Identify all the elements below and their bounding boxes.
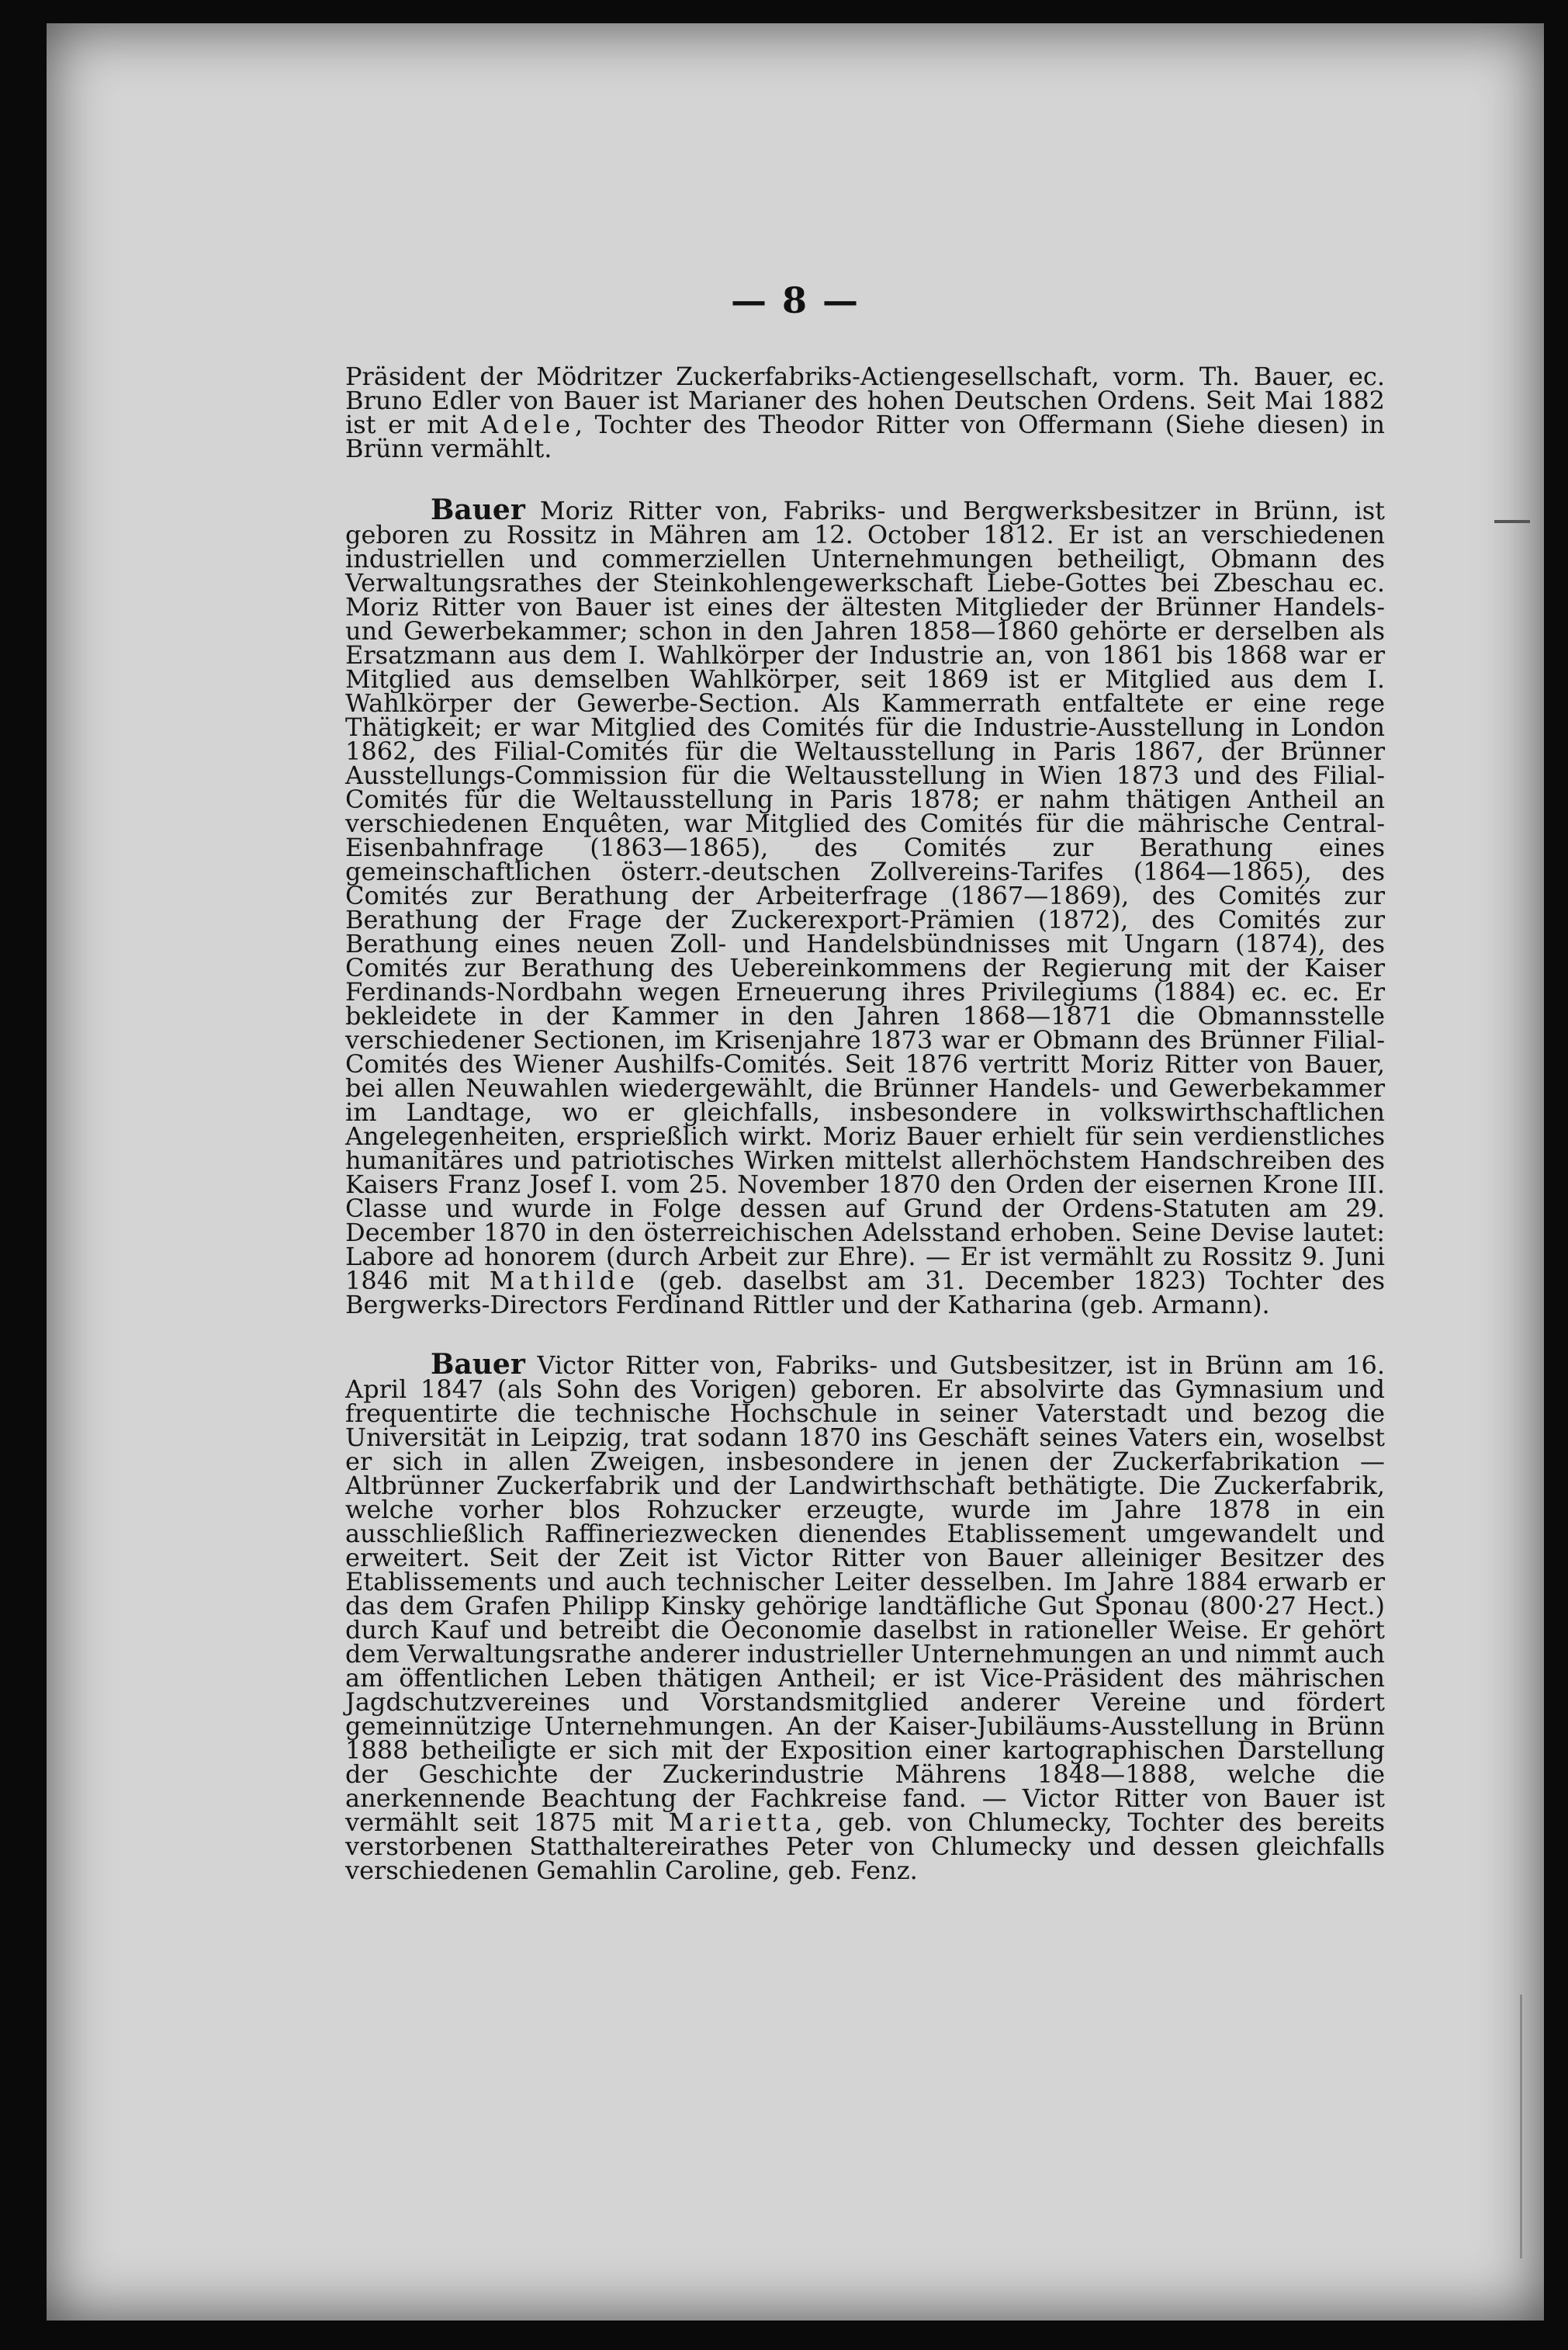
scan-mark — [1520, 1995, 1522, 2258]
paragraph-text: , geb. von Chlumecky, Tochter des bereits verstorbenen Statthaltereirathes Peter von Chlumecky und dessen gleichfalls verschiedenen Gemahlin Caroline, geb. Fenz. — [345, 1808, 1386, 1885]
page-body — [345, 362, 1386, 1918]
paragraph-text: Victor Ritter von, Fabriks- und Gutsbesitzer, ist in Brünn am 16. April 1847 (als Sohn des Vorigen) geboren. Er absolvirte das Gymnasium und frequentirte die technische Hochschule in seiner Vaterstadt und bezog die Universität in Leipzig, trat sodann 1870 ins Geschäft seines Vaters ein, woselbst er sich in allen Zweigen, insbesondere in jenen der Zuckerfabrikation — Altbrünner Zuckerfabrik und der Landwirthschaft bethätigte. Die Zuckerfabrik, welche vorher blos Rohzucker erzeugte, wurde im Jahre 1878 in ein ausschließlich Raffineriezwecken dienendes Etablissement umgewandelt und erweitert. Seit der Zeit ist Victor Ritter von Bauer alleiniger Besitzer des Etablissements und auch technischer Leiter desselben. Im Jahre 1884 erwarb er das dem Grafen Philipp Kinsky gehörige landtäfliche Gut Sponau (800·27 Hect.) durch Kauf und betreibt die Oeconomie daselbst in rationeller Weise. Er gehört dem Verwaltungsrathe anderer industrieller Unternehmungen an und nimmt auch am öffentlichen Leben thätigen Antheil; er ist Vice-Präsident des mährischen Jagdschutzvereines und Vorstandsmitglied anderer Vereine und fördert gemeinnützige Unternehmungen. An der Kaiser-Jubiläums-Ausstellung in Brünn 1888 betheiligte er sich mit der Exposition einer kartographischen Darstellung der Geschichte der Zuckerindustrie Mährens 1848—1888, welche die anerkennende Beachtung der Fachkreise fand. — Victor Ritter von Bauer ist vermählt seit 1875 mit — [345, 1350, 1385, 1837]
paragraph-text: , Tochter des Theodor Ritter von Offermann (Siehe diesen) in Brünn vermählt. — [345, 410, 1386, 463]
book-page — [47, 23, 1544, 2321]
paragraph-text: Präsident der Mödritzer Zuckerfabriks-Actiengesellschaft, vorm. Th. Bauer, ec. Bruno Edler von Bauer ist Marianer des hohen Deutschen Ordens. Seit Mai 1882 ist er mit — [345, 362, 1385, 439]
paragraph-text: Moriz Ritter von, Fabriks- und Bergwerksbesitzer in Brünn, ist geboren zu Rossitz in Mähren am 12. October 1812. Er ist an verschiedenen industriellen und commerziellen Unternehmungen betheiligt, Obmann des Verwaltungsrathes der Steinkohlengewerkschaft Liebe-Gottes bei Zbeschau ec. Moriz Ritter von Bauer ist eines der ältesten Mitglieder der Brünner Handels- und Gewerbekammer; schon in den Jahren 1858—1860 gehörte er derselben als Ersatzmann aus dem I. Wahlkörper der Industrie an, von 1861 bis 1868 war er Mitglied aus demselben Wahlkörper, seit 1869 ist er Mitglied aus dem I. Wahlkörper der Gewerbe-Section. Als Kammerrath entfaltete er eine rege Thätigkeit; er war Mitglied des Comités für die Industrie-Ausstellung in London 1862, des Filial-Comités für die Weltausstellung in Paris 1867, der Brünner Ausstellungs-Commission für die Weltausstellung in Wien 1873 und des Filial-Comités für die Weltausstellung in Paris 1878; er nahm thätigen Antheil an verschiedenen Enquêten, war Mitglied des Comités für die mährische Central-Eisenbahnfrage (1863—1865), des Comités zur Berathung eines gemeinschaftlichen österr.-deutschen Zollvereins-Tarifes (1864—1865), des Comités zur Berathung der Arbeiterfrage (1867—1869), des Comités zur Berathung der Frage der Zuckerexport-Prämien (1872), des Comités zur Berathung eines neuen Zoll- und Handelsbündnisses mit Ungarn (1874), des Comités zur Berathung des Uebereinkommens der Regierung mit der Kaiser Ferdinands-Nordbahn wegen Erneuerung ihres Privilegiums (1884) ec. ec. Er bekleidete in der Kammer in den Jahren 1868—1871 die Obmannsstelle verschiedener Sectionen, im Krisenjahre 1873 war er Obmann des Brünner Filial-Comités des Wiener Aushilfs-Comités. Seit 1876 vertritt Moriz Ritter von Bauer, bei allen Neuwahlen wiedergewählt, die Brünner Handels- und Gewerbekammer im Landtage, wo er gleichfalls, insbesondere in volkswirthschaftlichen Angelegenheiten, ersprießlich wirkt. Moriz Bauer erhielt für sein verdienstliches humanitäres und patriotisches Wirken mittelst allerhöchstem Handschreiben des Kaisers Franz Josef I. vom 25. November 1870 den Orden der eisernen Krone III. Classe und wurde in Folge dessen auf Grund der Ordens-Statuten am 29. December 1870 in den österreichischen Adelsstand erhoben. Seine Devise lautet: Labore ad honorem (durch Arbeit zur Ehre). — Er ist vermählt zu Rossitz 9. Juni 1846 mit — [345, 496, 1385, 1295]
entry-victor-bauer — [345, 1348, 1386, 1885]
spouse-name: Adele — [480, 410, 575, 439]
spouse-name: Mathilde — [489, 1266, 639, 1295]
scan-mark — [1494, 520, 1530, 523]
paragraph-continuation — [345, 362, 1386, 463]
entry-name: Bauer — [431, 1348, 525, 1381]
entry-moriz-bauer — [345, 494, 1386, 1319]
page-number: — 8 — — [730, 279, 860, 321]
entry-name: Bauer — [431, 494, 525, 526]
spouse-name: Marietta — [668, 1808, 815, 1837]
paragraph-text: (geb. daselbst am 31. December 1823) Tochter des Bergwerks-Directors Ferdinand Rittler und der Katharina (geb. Armann). — [345, 1266, 1386, 1319]
